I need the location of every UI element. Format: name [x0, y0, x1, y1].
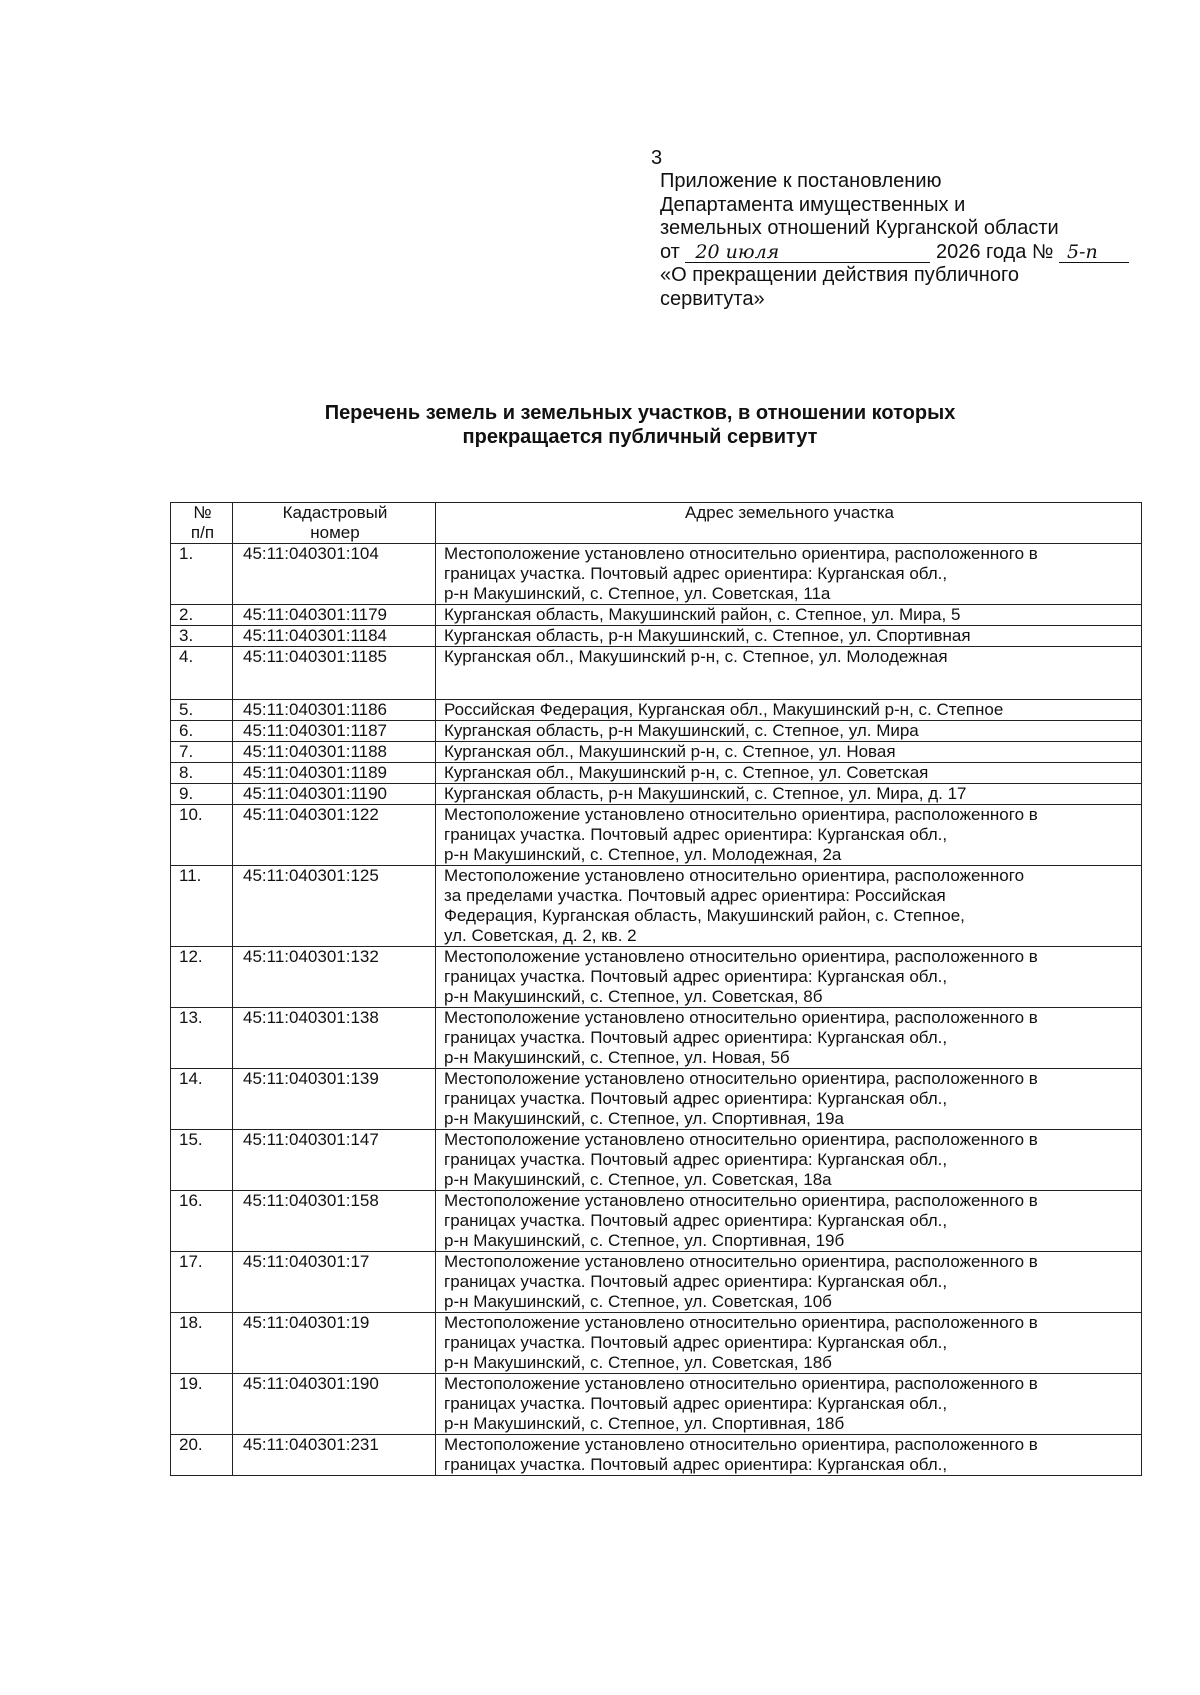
row-number: 6. — [171, 721, 233, 742]
parcel-address — [436, 721, 1142, 742]
parcel-address — [436, 1191, 1142, 1252]
row-number: 1. — [171, 544, 233, 605]
address-line: границах участка. Почтовый адрес ориентира: Курганская обл., — [444, 1028, 948, 1047]
address-line: р-н Макушинский, с. Степное, ул. Молодежная, 2а — [444, 845, 842, 864]
parcel-address — [436, 1252, 1142, 1313]
table-row — [171, 784, 1142, 805]
cadastral-number: 45:11:040301:17 — [233, 1252, 436, 1313]
cadastral-number: 45:11:040301:1189 — [233, 763, 436, 784]
address-line: Курганская область, Макушинский район, с. Степное, ул. Мира, 5 — [444, 605, 961, 624]
address-line: Местоположение установлено относительно ориентира, расположенного в — [444, 805, 1038, 824]
address-line: р-н Макушинский, с. Степное, ул. Спортивная, 19а — [444, 1109, 844, 1128]
title-line: прекращается публичный сервитут — [462, 426, 818, 448]
header-num — [171, 503, 233, 544]
handwritten-number: 5-п — [1059, 242, 1129, 263]
address-line: границах участка. Почтовый адрес ориентира: Курганская обл., — [444, 1211, 948, 1230]
cadastral-number: 45:11:040301:122 — [233, 805, 436, 866]
cadastral-number: 45:11:040301:1184 — [233, 626, 436, 647]
row-number: 8. — [171, 763, 233, 784]
table-row — [171, 805, 1142, 866]
row-number: 18. — [171, 1313, 233, 1374]
address-line: р-н Макушинский, с. Степное, ул. Советская, 10б — [444, 1292, 832, 1311]
cadastral-number: 45:11:040301:1185 — [233, 647, 436, 700]
address-line: Местоположение установлено относительно ориентира, расположенного в — [444, 947, 1038, 966]
address-line: р-н Макушинский, с. Степное, ул. Спортивная, 18б — [444, 1414, 845, 1433]
parcel-address — [436, 742, 1142, 763]
row-number: 7. — [171, 742, 233, 763]
table-row — [171, 1008, 1142, 1069]
header-cadastral-line: Кадастровый — [282, 503, 388, 522]
table-row — [171, 1069, 1142, 1130]
cadastral-number: 45:11:040301:1186 — [233, 700, 436, 721]
row-number: 15. — [171, 1130, 233, 1191]
address-line: за пределами участка. Почтовый адрес ориентира: Российская — [444, 886, 946, 905]
parcel-address — [436, 763, 1142, 784]
table-row — [171, 605, 1142, 626]
address-line: границах участка. Почтовый адрес ориентира: Курганская обл., — [444, 825, 948, 844]
row-number: 4. — [171, 647, 233, 700]
parcel-address — [436, 866, 1142, 947]
resolution-line: «О прекращении действия публичного — [660, 264, 1019, 286]
table-row — [171, 947, 1142, 1008]
parcel-address — [436, 1435, 1142, 1476]
address-line: границах участка. Почтовый адрес ориентира: Курганская обл., — [444, 1394, 948, 1413]
address-line: границах участка. Почтовый адрес ориентира: Курганская обл., — [444, 967, 948, 986]
address-line: р-н Макушинский, с. Степное, ул. Советская, 11а — [444, 584, 831, 603]
parcel-address — [436, 626, 1142, 647]
appendix-line: Приложение к постановлению — [660, 170, 942, 192]
header-cadastral-line: номер — [310, 523, 360, 542]
parcels-table — [170, 502, 1142, 1476]
cadastral-number: 45:11:040301:132 — [233, 947, 436, 1008]
row-number: 19. — [171, 1374, 233, 1435]
parcel-address — [436, 784, 1142, 805]
row-number: 3. — [171, 626, 233, 647]
handwritten-date: 20 июля — [685, 242, 930, 263]
parcel-address — [436, 544, 1142, 605]
address-line: Местоположение установлено относительно ориентира, расположенного в — [444, 1313, 1038, 1332]
title-line: Перечень земель и земельных участков, в отношении которых — [324, 402, 956, 424]
cadastral-number: 45:11:040301:158 — [233, 1191, 436, 1252]
row-number: 14. — [171, 1069, 233, 1130]
table-row — [171, 544, 1142, 605]
table-row — [171, 647, 1142, 700]
header-num-line: № — [193, 503, 212, 522]
row-number: 16. — [171, 1191, 233, 1252]
cadastral-number: 45:11:040301:1187 — [233, 721, 436, 742]
row-number: 10. — [171, 805, 233, 866]
row-number: 5. — [171, 700, 233, 721]
header-address: Адрес земельного участка — [436, 503, 1142, 544]
row-number: 2. — [171, 605, 233, 626]
resolution-line: сервитута» — [660, 287, 765, 310]
address-line: границах участка. Почтовый адрес ориентира: Курганская обл., — [444, 1455, 948, 1474]
address-line: Курганская область, р-н Макушинский, с. Степное, ул. Мира, д. 17 — [444, 784, 967, 803]
table-row — [171, 700, 1142, 721]
cadastral-number: 45:11:040301:190 — [233, 1374, 436, 1435]
table-body — [171, 544, 1142, 1476]
document-title — [200, 401, 1080, 449]
table-row — [171, 1252, 1142, 1313]
address-line: Курганская обл., Макушинский р-н, с. Степное, ул. Советская — [444, 763, 929, 782]
row-number: 12. — [171, 947, 233, 1008]
address-line: р-н Макушинский, с. Степное, ул. Советская, 8б — [444, 987, 823, 1006]
address-line: Российская Федерация, Курганская обл., Макушинский р-н, с. Степное — [444, 700, 1004, 719]
table-row — [171, 742, 1142, 763]
address-line: Местоположение установлено относительно ориентира, расположенного в — [444, 544, 1038, 563]
row-number: 11. — [171, 866, 233, 947]
address-line: Местоположение установлено относительно ориентира, расположенного в — [444, 1191, 1038, 1210]
table-row — [171, 626, 1142, 647]
address-line: Местоположение установлено относительно ориентира, расположенного в — [444, 1252, 1038, 1271]
cadastral-number: 45:11:040301:1188 — [233, 742, 436, 763]
cadastral-number: 45:11:040301:104 — [233, 544, 436, 605]
address-line: Местоположение установлено относительно ориентира, расположенного в — [444, 1435, 1038, 1454]
address-line: Местоположение установлено относительно ориентира, расположенного в — [444, 1008, 1038, 1027]
cadastral-number: 45:11:040301:125 — [233, 866, 436, 947]
cadastral-number: 45:11:040301:19 — [233, 1313, 436, 1374]
address-line: Курганская область, р-н Макушинский, с. Степное, ул. Спортивная — [444, 626, 971, 645]
table-row — [171, 1313, 1142, 1374]
address-line: р-н Макушинский, с. Степное, ул. Советская, 18б — [444, 1353, 832, 1372]
parcel-address — [436, 605, 1142, 626]
row-number: 13. — [171, 1008, 233, 1069]
parcel-address — [436, 947, 1142, 1008]
parcel-address — [436, 805, 1142, 866]
table-row — [171, 866, 1142, 947]
header-num-line: п/п — [190, 523, 215, 542]
appendix-line: земельных отношений Курганской области — [660, 217, 1059, 239]
cadastral-number: 45:11:040301:139 — [233, 1069, 436, 1130]
address-line: Курганская область, р-н Макушинский, с. Степное, ул. Мира — [444, 721, 919, 740]
cadastral-number: 45:11:040301:138 — [233, 1008, 436, 1069]
parcel-address — [436, 1008, 1142, 1069]
address-line: границах участка. Почтовый адрес ориентира: Курганская обл., — [444, 1333, 948, 1352]
address-line: Местоположение установлено относительно ориентира, расположенного в — [444, 1130, 1038, 1149]
table-row — [171, 1435, 1142, 1476]
table-row — [171, 721, 1142, 742]
address-line: Курганская обл., Макушинский р-н, с. Степное, ул. Новая — [444, 742, 896, 761]
parcel-address — [436, 1374, 1142, 1435]
address-line: Местоположение установлено относительно ориентира, расположенного — [444, 866, 1025, 885]
address-line: Местоположение установлено относительно ориентира, расположенного в — [444, 1069, 1038, 1088]
address-line: границах участка. Почтовый адрес ориентира: Курганская обл., — [444, 1272, 948, 1291]
table-row — [171, 763, 1142, 784]
address-line: Местоположение установлено относительно ориентира, расположенного в — [444, 1374, 1038, 1393]
row-number: 17. — [171, 1252, 233, 1313]
address-line: Курганская обл., Макушинский р-н, с. Степное, ул. Молодежная — [444, 647, 948, 666]
address-line: границах участка. Почтовый адрес ориентира: Курганская обл., — [444, 1089, 948, 1108]
year-text: 2026 года № — [935, 240, 1054, 263]
header-cadastral — [233, 503, 436, 544]
page-number: 3 — [651, 147, 663, 169]
row-number: 9. — [171, 784, 233, 805]
parcel-address — [436, 1313, 1142, 1374]
appendix-header — [660, 170, 1160, 311]
table-row — [171, 1191, 1142, 1252]
cadastral-number: 45:11:040301:147 — [233, 1130, 436, 1191]
address-line: р-н Макушинский, с. Степное, ул. Советская, 18а — [444, 1170, 832, 1189]
address-line: ул. Советская, д. 2, кв. 2 — [444, 926, 637, 945]
date-prefix: от — [660, 240, 680, 263]
cadastral-number: 45:11:040301:1179 — [233, 605, 436, 626]
address-line: р-н Макушинский, с. Степное, ул. Новая, 5б — [444, 1048, 790, 1067]
appendix-line: Департамента имущественных и — [660, 193, 966, 216]
address-line: границах участка. Почтовый адрес ориентира: Курганская обл., — [444, 1150, 948, 1169]
parcel-address — [436, 1069, 1142, 1130]
cadastral-number: 45:11:040301:1190 — [233, 784, 436, 805]
date-line — [660, 241, 1160, 265]
table-row — [171, 1374, 1142, 1435]
address-line: р-н Макушинский, с. Степное, ул. Спортивная, 19б — [444, 1231, 845, 1250]
address-line: Федерация, Курганская область, Макушинский район, с. Степное, — [444, 906, 965, 925]
parcel-address — [436, 647, 1142, 700]
table-row — [171, 1130, 1142, 1191]
parcel-address — [436, 700, 1142, 721]
parcel-address — [436, 1130, 1142, 1191]
table-header-row — [171, 503, 1142, 544]
row-number: 20. — [171, 1435, 233, 1476]
address-line: границах участка. Почтовый адрес ориентира: Курганская обл., — [444, 564, 948, 583]
cadastral-number: 45:11:040301:231 — [233, 1435, 436, 1476]
